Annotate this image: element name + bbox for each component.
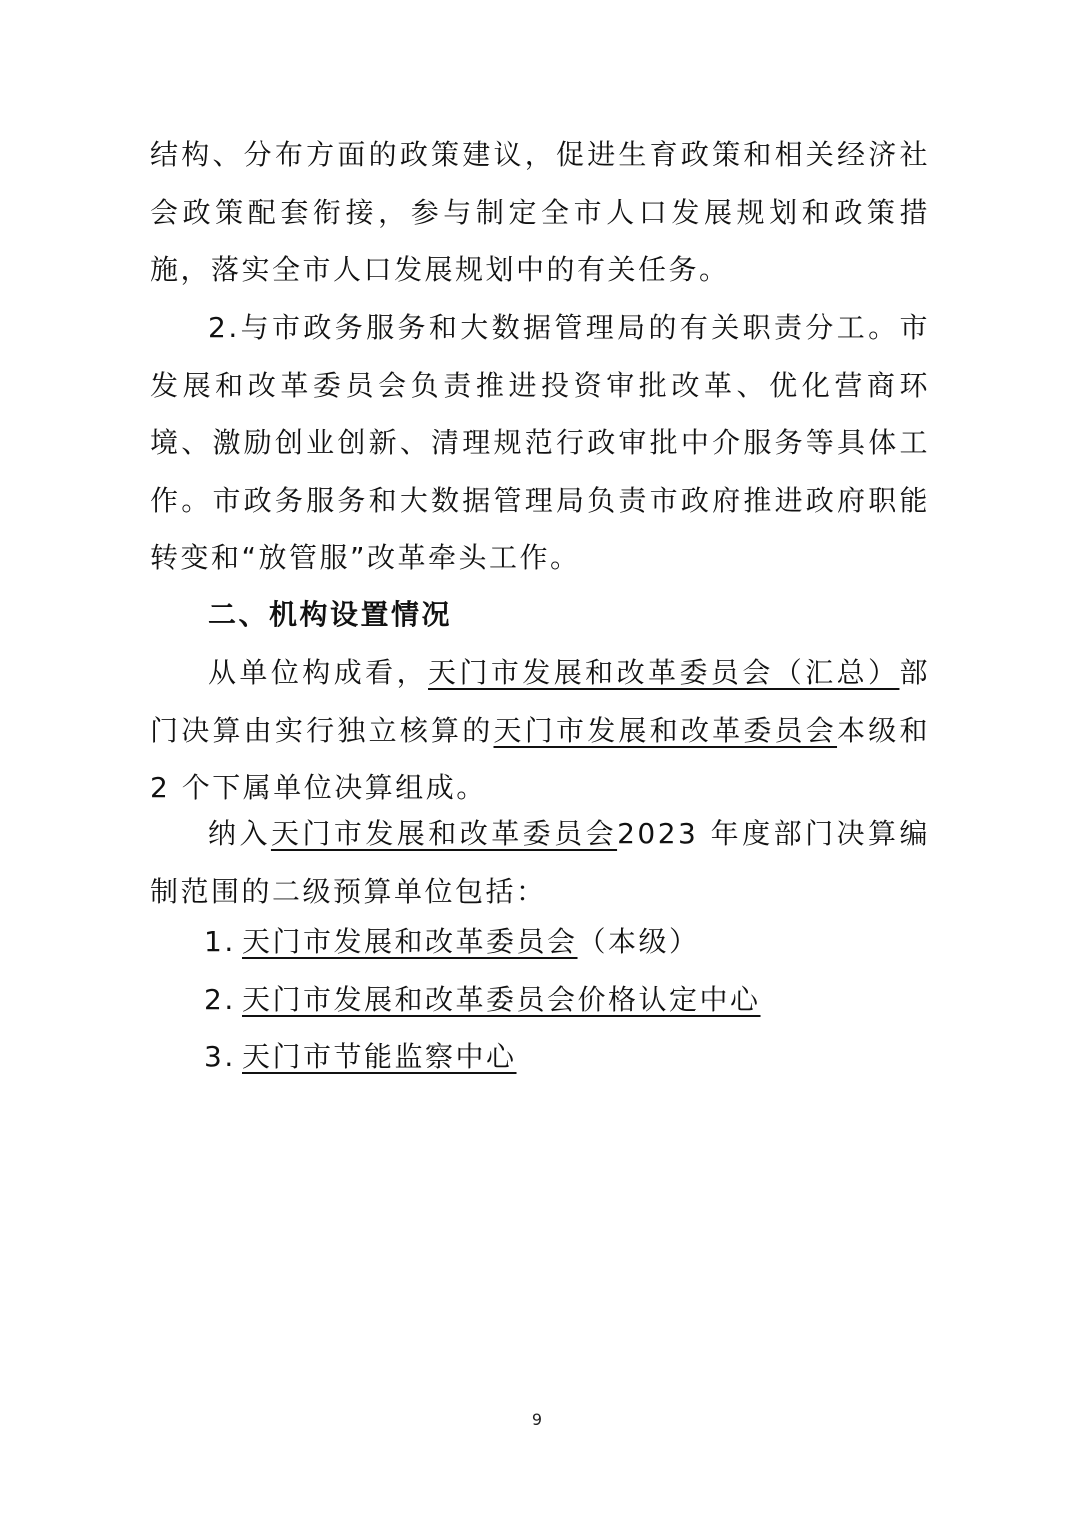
text-segment: 2023 年度部门决算编制范围的二级预算单位包括： — [150, 817, 930, 908]
list-unit-name: 天门市发展和改革委员会 — [242, 925, 578, 958]
text-segment: 纳入 — [208, 817, 271, 850]
list-item — [204, 971, 761, 1029]
list-number: 3. — [204, 1040, 236, 1073]
unit-name-summary: 天门市发展和改革委员会（汇总） — [428, 656, 900, 689]
list-item — [204, 1028, 517, 1086]
list-unit-name: 天门市发展和改革委员会价格认定中心 — [242, 983, 761, 1016]
page-number: 9 — [531, 1410, 543, 1429]
paragraph-unit-composition — [150, 644, 930, 817]
list-item — [204, 913, 700, 971]
paragraph-budget-scope — [150, 805, 930, 920]
text-segment: 从单位构成看， — [208, 656, 429, 689]
paragraph-population-policy: 结构、分布方面的政策建议，促进生育政策和相关经济社会政策配套衔接，参与制定全市人口发展规划和政策措施，落实全市人口发展规划中的有关任务。 — [150, 138, 930, 286]
list-number: 2. — [204, 983, 236, 1016]
text-segment: 部门决算由实行独立核算的 — [150, 656, 930, 747]
list-unit-name: 天门市节能监察中心 — [242, 1040, 517, 1073]
unit-name: 天门市发展和改革委员会 — [493, 713, 838, 747]
list-unit-suffix: （本级） — [577, 925, 700, 958]
list-number: 1. — [204, 925, 236, 958]
text-segment: 本级和 2 个下属单位决算组成。 — [150, 713, 930, 804]
unit-name: 天门市发展和改革委员会 — [270, 817, 618, 850]
section-heading: 二、机构设置情况 — [208, 598, 453, 631]
paragraph-division-of-duties: 2.与市政务服务和大数据管理局的有关职责分工。市发展和改革委员会负责推进投资审批改革、优化营商环境、激励创业创新、清理规范行政审批中介服务等具体工作。市政务服务和大数据管理局负责市政府推进政府职能转变和“放管服”改革牵头工作。 — [150, 311, 930, 574]
